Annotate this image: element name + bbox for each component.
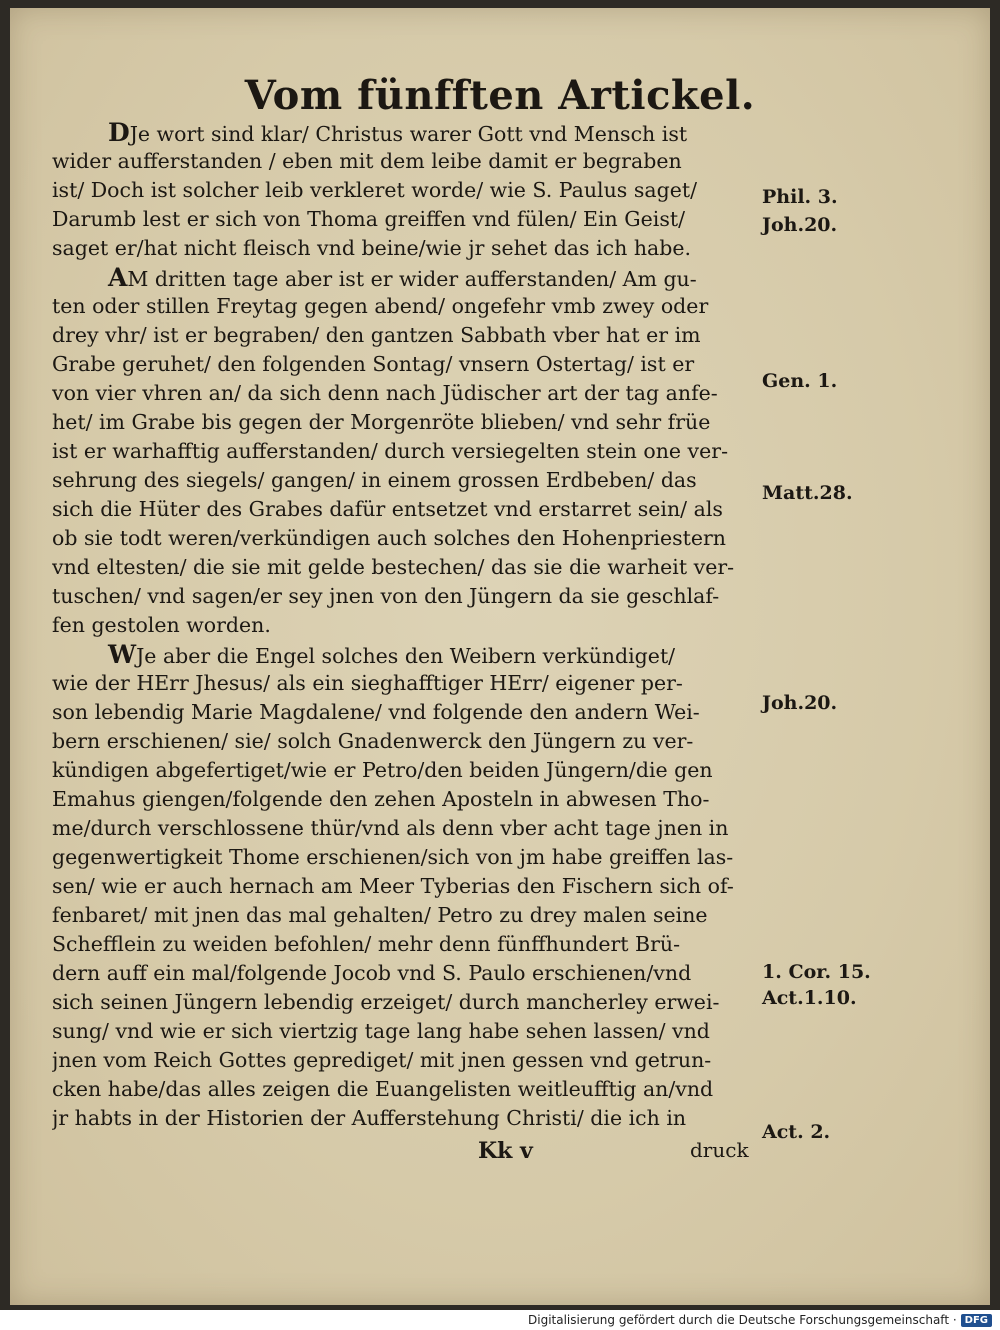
text-line: tuschen/ vnd sagen/er sey jnen von den Jüngern da sie geschlaf-: [52, 584, 720, 608]
text-line: AM dritten tage aber ist er wider aufferstanden/ Am gu-: [108, 263, 697, 292]
text-line: fen gestolen worden.: [52, 613, 271, 637]
text-line: sich seinen Jüngern lebendig erzeiget/ durch mancherley erwei-: [52, 990, 720, 1014]
text-line: ob sie todt weren/verkündigen auch solches den Hohenpriestern: [52, 526, 727, 550]
text-line: Darumb lest er sich von Thoma greiffen vnd fülen/ Ein Geist/: [52, 207, 685, 231]
text-line: sich die Hüter des Grabes dafür entsetzet vnd erstarret sein/ als: [52, 497, 723, 521]
text-line: Schefflein zu weiden befohlen/ mehr denn fünffhundert Brü-: [52, 932, 681, 956]
text-line: wider aufferstanden / eben mit dem leibe damit er begraben: [52, 149, 682, 173]
text-line: jnen vom Reich Gottes geprediget/ mit jnen gessen vnd getrun-: [52, 1048, 712, 1072]
page-title: Vom fünfften Artickel.: [244, 72, 756, 119]
text-line: ist er warhafftig aufferstanden/ durch versiegelten stein one ver-: [52, 439, 728, 463]
text-line: kündigen abgefertiget/wie er Petro/den beiden Jüngern/die gen: [52, 758, 713, 782]
text-line: Grabe geruhet/ den folgenden Sontag/ vnsern Ostertag/ ist er: [52, 352, 695, 376]
text-line: dern auff ein mal/folgende Jocob vnd S. Paulo erschienen/vnd: [52, 961, 692, 985]
text-line: Emahus giengen/folgende den zehen Aposteln in abwesen Tho-: [52, 787, 710, 811]
catchword: druck: [690, 1138, 749, 1162]
margin-note: Act. 2.: [762, 1121, 831, 1143]
text-line: WJe aber die Engel solches den Weibern verkündiget/: [108, 640, 676, 669]
text-line: sehrung des siegels/ gangen/ in einem grossen Erdbeben/ das: [52, 468, 697, 492]
text-line: cken habe/das alles zeigen die Euangelisten weitleufftig an/vnd: [52, 1077, 714, 1101]
text-line: von vier vhren an/ da sich denn nach Jüdischer art der tag anfe-: [52, 381, 718, 405]
text-line: het/ im Grabe bis gegen der Morgenröte blieben/ vnd sehr früe: [52, 410, 711, 434]
dfg-logo-icon: DFG: [961, 1314, 992, 1327]
footer: [528, 1311, 992, 1329]
margin-note: Phil. 3.: [762, 186, 838, 208]
text-line: gegenwertigkeit Thome erschienen/sich von jm habe greiffen las-: [52, 845, 734, 869]
margin-note: Gen. 1.: [762, 370, 838, 392]
text-line: bern erschienen/ sie/ solch Gnadenwerck den Jüngern zu ver-: [52, 729, 694, 753]
text-line: son lebendig Marie Magdalene/ vnd folgende den andern Wei-: [52, 700, 700, 724]
text-line: vnd eltesten/ die sie mit gelde bestechen/ das sie die warheit ver-: [52, 555, 735, 579]
text-line: sen/ wie er auch hernach am Meer Tyberias den Fischern sich of-: [52, 874, 734, 898]
margin-note: Matt.28.: [762, 482, 853, 504]
text-line: sung/ vnd wie er sich viertzig tage lang habe sehen lassen/ vnd: [52, 1019, 710, 1043]
body-text: [52, 118, 762, 1133]
margin-note: 1. Cor. 15.: [762, 961, 871, 983]
text-line: ist/ Doch ist solcher leib verkleret worde/ wie S. Paulus saget/: [52, 178, 697, 202]
text-line: drey vhr/ ist er begraben/ den gantzen Sabbath vber hat er im: [52, 323, 701, 347]
signature-mark: Kk v: [478, 1138, 533, 1164]
margin-note: Joh.20.: [762, 692, 838, 714]
text-line: saget er/hat nicht fleisch vnd beine/wie jr sehet das ich habe.: [52, 236, 692, 260]
text-line: DJe wort sind klar/ Christus warer Gott vnd Mensch ist: [108, 118, 688, 147]
margin-note: Act.1.10.: [762, 987, 857, 1009]
text-line: jr habts in der Historien der Aufferstehung Christi/ die ich in: [52, 1106, 687, 1130]
funding-note: Digitalisierung gefördert durch die Deutsche Forschungsgemeinschaft ·: [528, 1313, 957, 1327]
margin-note: Joh.20.: [762, 214, 838, 236]
text-line: ten oder stillen Freytag gegen abend/ ongefehr vmb zwey oder: [52, 294, 709, 318]
text-line: fenbaret/ mit jnen das mal gehalten/ Petro zu drey malen seine: [52, 903, 708, 927]
text-line: wie der HErr Jhesus/ als ein sieghafftiger HErr/ eigener per-: [52, 671, 683, 695]
text-line: me/durch verschlossene thür/vnd als denn vber acht tage jnen in: [52, 816, 729, 840]
